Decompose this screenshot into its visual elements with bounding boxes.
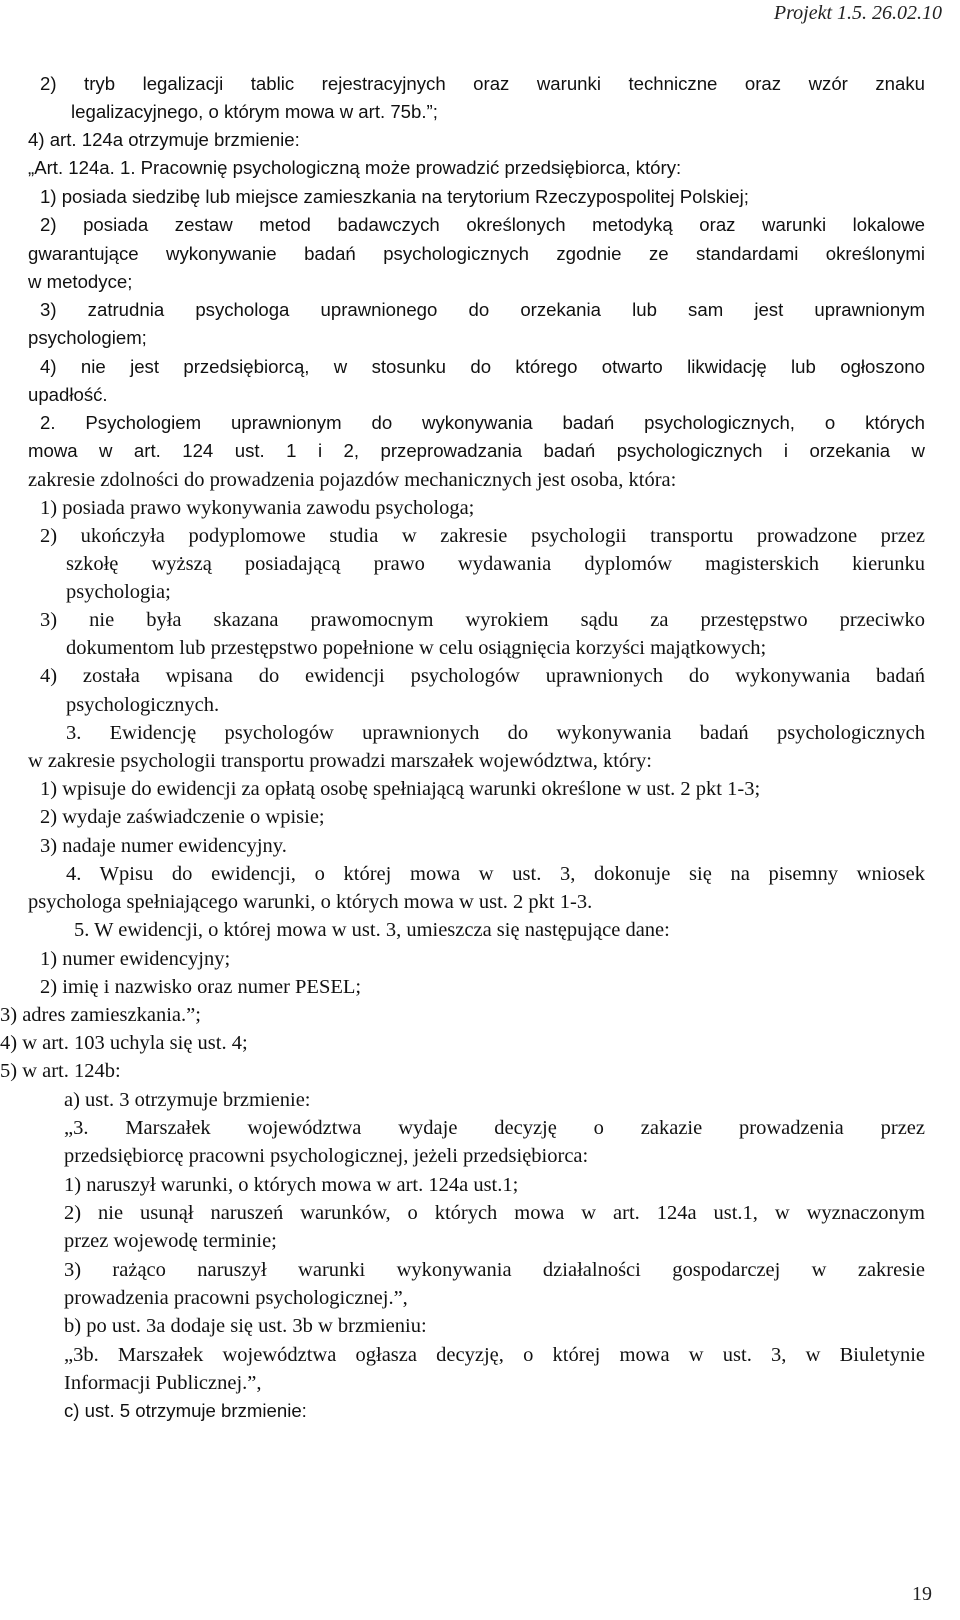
text-line: 2) wydaje zaświadczenie o wpisie;	[40, 806, 325, 828]
text-line: 4) art. 124a otrzymuje brzmienie:	[28, 129, 300, 150]
text-line: 1) posiada prawo wykonywania zawodu psychologa;	[40, 497, 475, 519]
text-line: w metodyce;	[28, 271, 133, 292]
text-line: 1) naruszył warunki, o których mowa w art. 124a ust.1;	[64, 1174, 519, 1196]
text-line: 2) imię i nazwisko oraz numer PESEL;	[40, 976, 362, 998]
text-line: szkołę wyższą posiadającą prawo wydawania dyplomów magisterskich kierunku	[66, 553, 925, 575]
text-line: upadłość.	[28, 384, 108, 405]
page-number: 19	[912, 1583, 932, 1605]
text-line: 4. Wpisu do ewidencji, o której mowa w ust. 3, dokonuje się na pisemny wniosek	[66, 863, 925, 885]
text-line: 1) wpisuje do ewidencji za opłatą osobę spełniającą warunki określone w ust. 2 pkt 1-3;	[40, 778, 761, 800]
text-line: 2) tryb legalizacji tablic rejestracyjnych oraz warunki techniczne oraz wzór znaku	[40, 73, 925, 94]
text-line: „Art. 124a. 1. Pracownię psychologiczną może prowadzić przedsiębiorca, który:	[28, 157, 682, 178]
text-line: dokumentom lub przestępstwo popełnione w celu osiągnięcia korzyści majątkowych;	[66, 637, 767, 659]
text-line: 2. Psychologiem uprawnionym do wykonywania badań psychologicznych, o których	[40, 412, 925, 433]
text-line: mowa w art. 124 ust. 1 i 2, przeprowadzania badań psychologicznych i orzekania w	[28, 440, 925, 461]
text-line: a) ust. 3 otrzymuje brzmienie:	[64, 1089, 311, 1111]
text-line: Informacji Publicznej.”,	[64, 1372, 262, 1394]
text-line: prowadzenia pracowni psychologicznej.”,	[64, 1287, 408, 1309]
text-line: „3b. Marszałek województwa ogłasza decyzję, o której mowa w ust. 3, w Biuletynie	[64, 1344, 925, 1366]
text-line: psychologicznych.	[66, 694, 220, 716]
text-line: 3) nie była skazana prawomocnym wyrokiem sądu za przestępstwo przeciwko	[40, 609, 925, 631]
text-line: c) ust. 5 otrzymuje brzmienie:	[64, 1400, 307, 1421]
text-line: w zakresie psychologii transportu prowadzi marszałek województwa, który:	[28, 750, 652, 772]
text-line: 5) w art. 124b:	[0, 1060, 121, 1082]
project-version-header: Projekt 1.5. 26.02.10	[773, 2, 942, 24]
text-line: przez wojewodę terminie;	[64, 1230, 277, 1252]
text-line: gwarantujące wykonywanie badań psychologicznych zgodnie ze standardami określonymi	[28, 243, 925, 264]
text-line: 2) ukończyła podyplomowe studia w zakresie psychologii transportu prowadzone przez	[40, 525, 925, 547]
text-line: 3. Ewidencję psychologów uprawnionych do wykonywania badań psychologicznych	[66, 722, 925, 744]
text-line: 3) zatrudnia psychologa uprawnionego do orzekania lub sam jest uprawnionym	[40, 299, 925, 320]
text-line: 1) posiada siedzibę lub miejsce zamieszkania na terytorium Rzeczypospolitej Polskiej;	[40, 186, 749, 207]
text-line: 2) posiada zestaw metod badawczych określonych metodyką oraz warunki lokalowe	[40, 214, 925, 235]
text-line: 2) nie usunął naruszeń warunków, o których mowa w art. 124a ust.1, w wyznaczonym	[64, 1202, 925, 1224]
text-line: 5. W ewidencji, o której mowa w ust. 3, umieszcza się następujące dane:	[74, 919, 670, 941]
text-line: 4) została wpisana do ewidencji psychologów uprawnionych do wykonywania badań	[40, 665, 925, 687]
text-line: legalizacyjnego, o którym mowa w art. 75b.”;	[71, 101, 438, 122]
text-line: psychologia;	[66, 581, 171, 603]
text-line: b) po ust. 3a dodaje się ust. 3b w brzmieniu:	[64, 1315, 427, 1337]
text-line: przedsiębiorcę pracowni psychologicznej, jeżeli przedsiębiorca:	[64, 1145, 589, 1167]
text-line: psychologa spełniającego warunki, o których mowa w ust. 2 pkt 1-3.	[28, 891, 593, 913]
text-line: 4) nie jest przedsiębiorcą, w stosunku do którego otwarto likwidację lub ogłoszono	[40, 356, 925, 377]
text-line: „3. Marszałek województwa wydaje decyzję o zakazie prowadzenia przez	[64, 1117, 925, 1139]
text-line: 4) w art. 103 uchyla się ust. 4;	[0, 1032, 248, 1054]
text-line: 3) nadaje numer ewidencyjny.	[40, 835, 287, 857]
text-line: 3) rażąco naruszył warunki wykonywania działalności gospodarczej w zakresie	[64, 1259, 925, 1281]
text-line: psychologiem;	[28, 327, 147, 348]
text-line: 3) adres zamieszkania.”;	[0, 1004, 201, 1026]
text-line: 1) numer ewidencyjny;	[40, 948, 231, 970]
text-line: zakresie zdolności do prowadzenia pojazdów mechanicznych jest osoba, która:	[28, 469, 677, 491]
